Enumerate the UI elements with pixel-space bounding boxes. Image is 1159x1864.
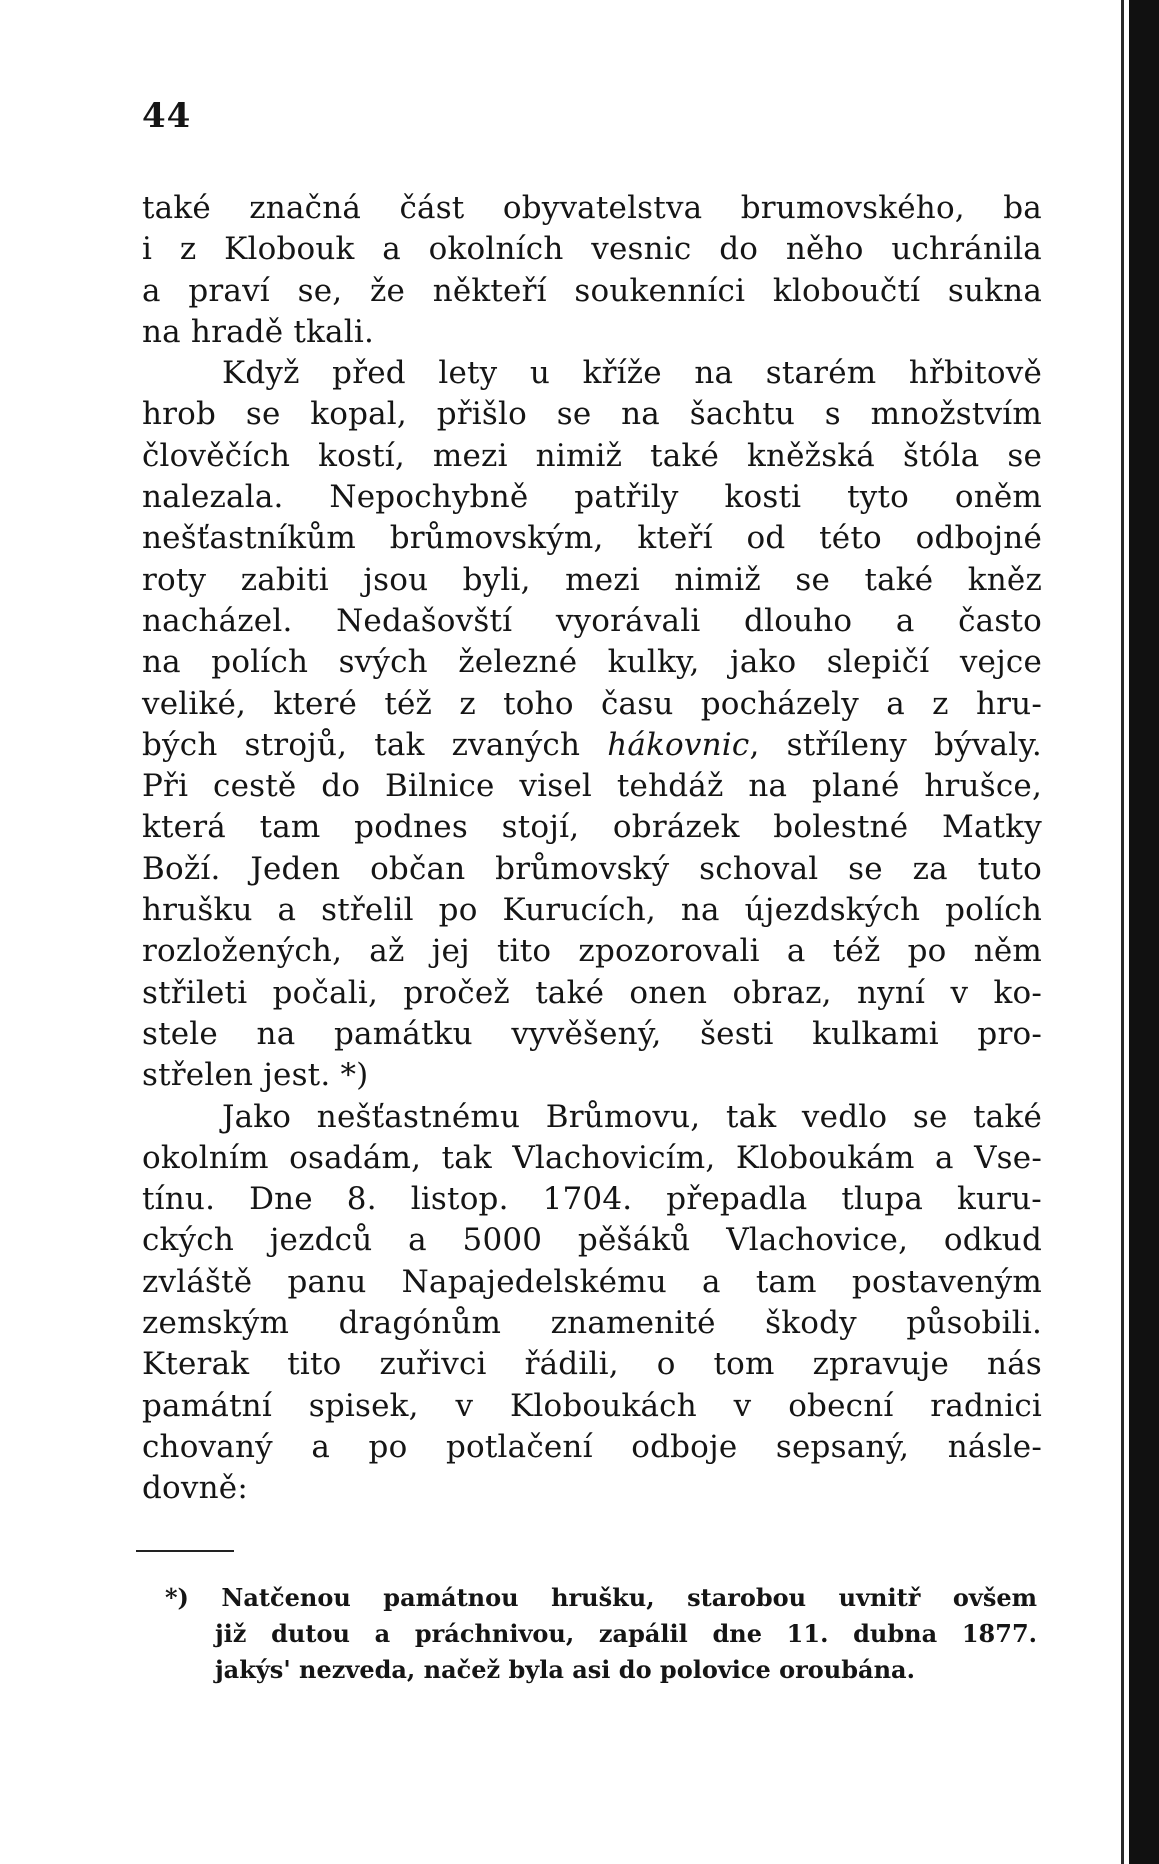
text-line: která tam podnes stojí, obrázek bolestné Matky [142, 809, 1042, 846]
text-line: chovaný a po potlačení odboje sepsaný, násle- [142, 1428, 1042, 1465]
text-line: a praví se, že někteří soukenníci kloboučtí sukna [142, 272, 1042, 309]
footnote-line: již dutou a práchnivou, zapálil dne 11. dubna 1877. [215, 1619, 1037, 1648]
text-line: Při cestě do Bilnice visel tehdáž na plané hrušce, [142, 768, 1042, 805]
text-segment: bých strojů, tak zvaných [142, 726, 608, 763]
page-number: 44 [142, 96, 192, 136]
text-line: ckých jezdců a 5000 pěšáků Vlachovice, odkud [142, 1222, 1042, 1259]
text-line: také značná část obyvatelstva brumovského, ba [142, 190, 1042, 226]
text-line: Boží. Jeden občan brůmovský schoval se za tuto [142, 850, 1042, 887]
text-line: zvláště panu Napajedelskému a tam postaveným [142, 1263, 1042, 1300]
text-line: okolním osadám, tak Vlachovicím, Kloboukám a Vse- [142, 1139, 1042, 1176]
text-line: hrob se kopal, přišlo se na šachtu s množstvím [142, 396, 1042, 433]
italic-term: hákovnic [607, 726, 750, 763]
text-line: stele na památku vyvěšený, šesti kulkami pro- [142, 1015, 1042, 1052]
text-line: Jako nešťastnému Brůmovu, tak vedlo se také [222, 1098, 1042, 1135]
footnote-divider [136, 1550, 234, 1552]
text-line: dovně: [142, 1470, 248, 1507]
text-line: hrušku a střelil po Kurucích, na újezdských polích [142, 892, 1042, 929]
page-edge-shadow [1129, 0, 1159, 1864]
text-line: zemským dragónům znamenité škody působili. [142, 1305, 1042, 1342]
text-line: člověčích kostí, mezi nimiž také kněžská štóla se [142, 437, 1042, 474]
text-line [142, 725, 1042, 766]
text-line: střelen jest. *) [142, 1057, 369, 1094]
text-line: na polích svých železné kulky, jako slepičí vejce [142, 644, 1042, 681]
text-line: Když před lety u kříže na starém hřbitově [222, 355, 1042, 392]
text-line: nacházel. Nedašovští vyorávali dlouho a často [142, 602, 1042, 639]
text-line: rozložených, až jej tito zpozorovali a též po něm [142, 933, 1042, 970]
footnote [165, 1580, 1037, 1688]
text-line: tínu. Dne 8. listop. 1704. přepadla tlupa kuru- [142, 1181, 1042, 1218]
text-line: i z Klobouk a okolních vesnic do něho uchránila [142, 231, 1042, 268]
body-text [142, 188, 1042, 1510]
text-line: střileti počali, pročež také onen obraz, nyní v ko- [142, 974, 1042, 1011]
text-line: nalezala. Nepochybně patřily kosti tyto oněm [142, 479, 1042, 516]
text-line: roty zabiti jsou byli, mezi nimiž se také kněz [142, 561, 1042, 598]
text-line: Kterak tito zuřivci řádili, o tom zpravuje nás [142, 1346, 1042, 1383]
text-line: památní spisek, v Kloboukách v obecní radnici [142, 1387, 1042, 1424]
footnote-line: *) Natčenou památnou hrušku, starobou uvnitř ovšem [165, 1583, 1037, 1612]
text-line: nešťastníkům brůmovským, kteří od této odbojné [142, 520, 1042, 557]
text-line: na hradě tkali. [142, 313, 375, 350]
text-segment: , stříleny bývaly. [749, 726, 1042, 763]
text-line: veliké, které též z toho času pocházely a z hru- [142, 685, 1042, 722]
footnote-line: jakýs' nezveda, načež byla asi do polovice oroubána. [215, 1655, 915, 1684]
